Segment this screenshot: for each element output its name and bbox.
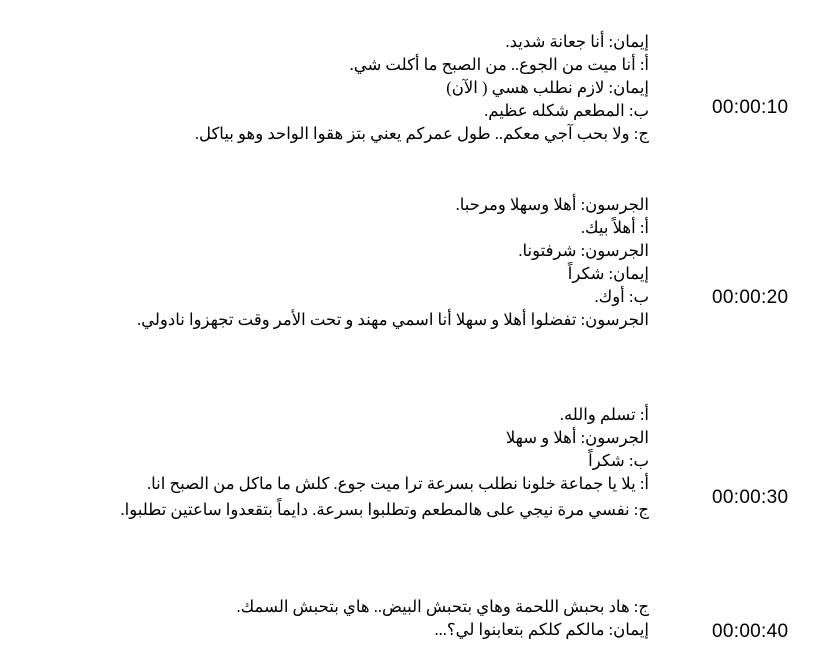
timestamp: 00:00:10 — [712, 97, 789, 118]
transcript-block-2 — [9, 193, 649, 331]
dialogue-line: إيمان: لازم نطلب هسي ( الآن) — [446, 78, 649, 97]
dialogue-line: ب: شكراً — [588, 451, 649, 470]
dialogue-line: ب: المطعم شكله عظيم. — [484, 101, 649, 120]
dialogue-line: أ: أهلاً بيك. — [580, 218, 649, 237]
transcript-block-3 — [9, 403, 649, 521]
dialogue-line: إيمان: شكراً — [567, 264, 649, 283]
dialogue-line: أ: تسلم والله. — [559, 405, 649, 424]
dialogue-line: الجرسون: أهلا وسهلا ومرحبا. — [455, 195, 649, 214]
dialogue-line: أ: يلا يا جماعة خلونا نطلب بسرعة ترا ميت جوع. كلش ما ماكل من الصبح انا. — [147, 474, 649, 493]
dialogue-line: ج: هاد بحبش اللحمة وهاي بتحبش البيض.. هاي بتحبش السمك. — [236, 597, 649, 616]
dialogue-line: الجرسون: تفضلوا أهلا و سهلا أنا اسمي مهند و تحت الأمر وقت تجهزوا نادولي. — [137, 310, 649, 329]
dialogue-line: ج: ولا بحب آجي معكم.. طول عمركم يعني بتز هقوا الواحد وهو بياكل. — [194, 124, 649, 143]
dialogue-line: ج: نفسي مرة نيجي على هالمطعم وتطلبوا بسرعة. دايماً بتقعدوا ساعتين تطلبوا. — [120, 500, 649, 519]
transcript-block-4 — [9, 595, 649, 641]
dialogue-line: إيمان: أنا جعانة شديد. — [505, 32, 649, 51]
dialogue-line: أ: أنا ميت من الجوع.. من الصبح ما أكلت شي. — [349, 55, 649, 74]
timestamp: 00:00:30 — [712, 487, 789, 508]
timestamp: 00:00:40 — [712, 621, 789, 642]
transcript-block-1 — [9, 30, 649, 145]
dialogue-line: إيمان: مالكم كلكم بتعابنوا لي؟... — [434, 620, 649, 639]
dialogue-line: الجرسون: أهلا و سهلا — [505, 428, 649, 447]
dialogue-line: ب: أوك. — [594, 287, 649, 306]
timestamp: 00:00:20 — [712, 287, 789, 308]
dialogue-line: الجرسون: شرفتونا. — [518, 241, 649, 260]
